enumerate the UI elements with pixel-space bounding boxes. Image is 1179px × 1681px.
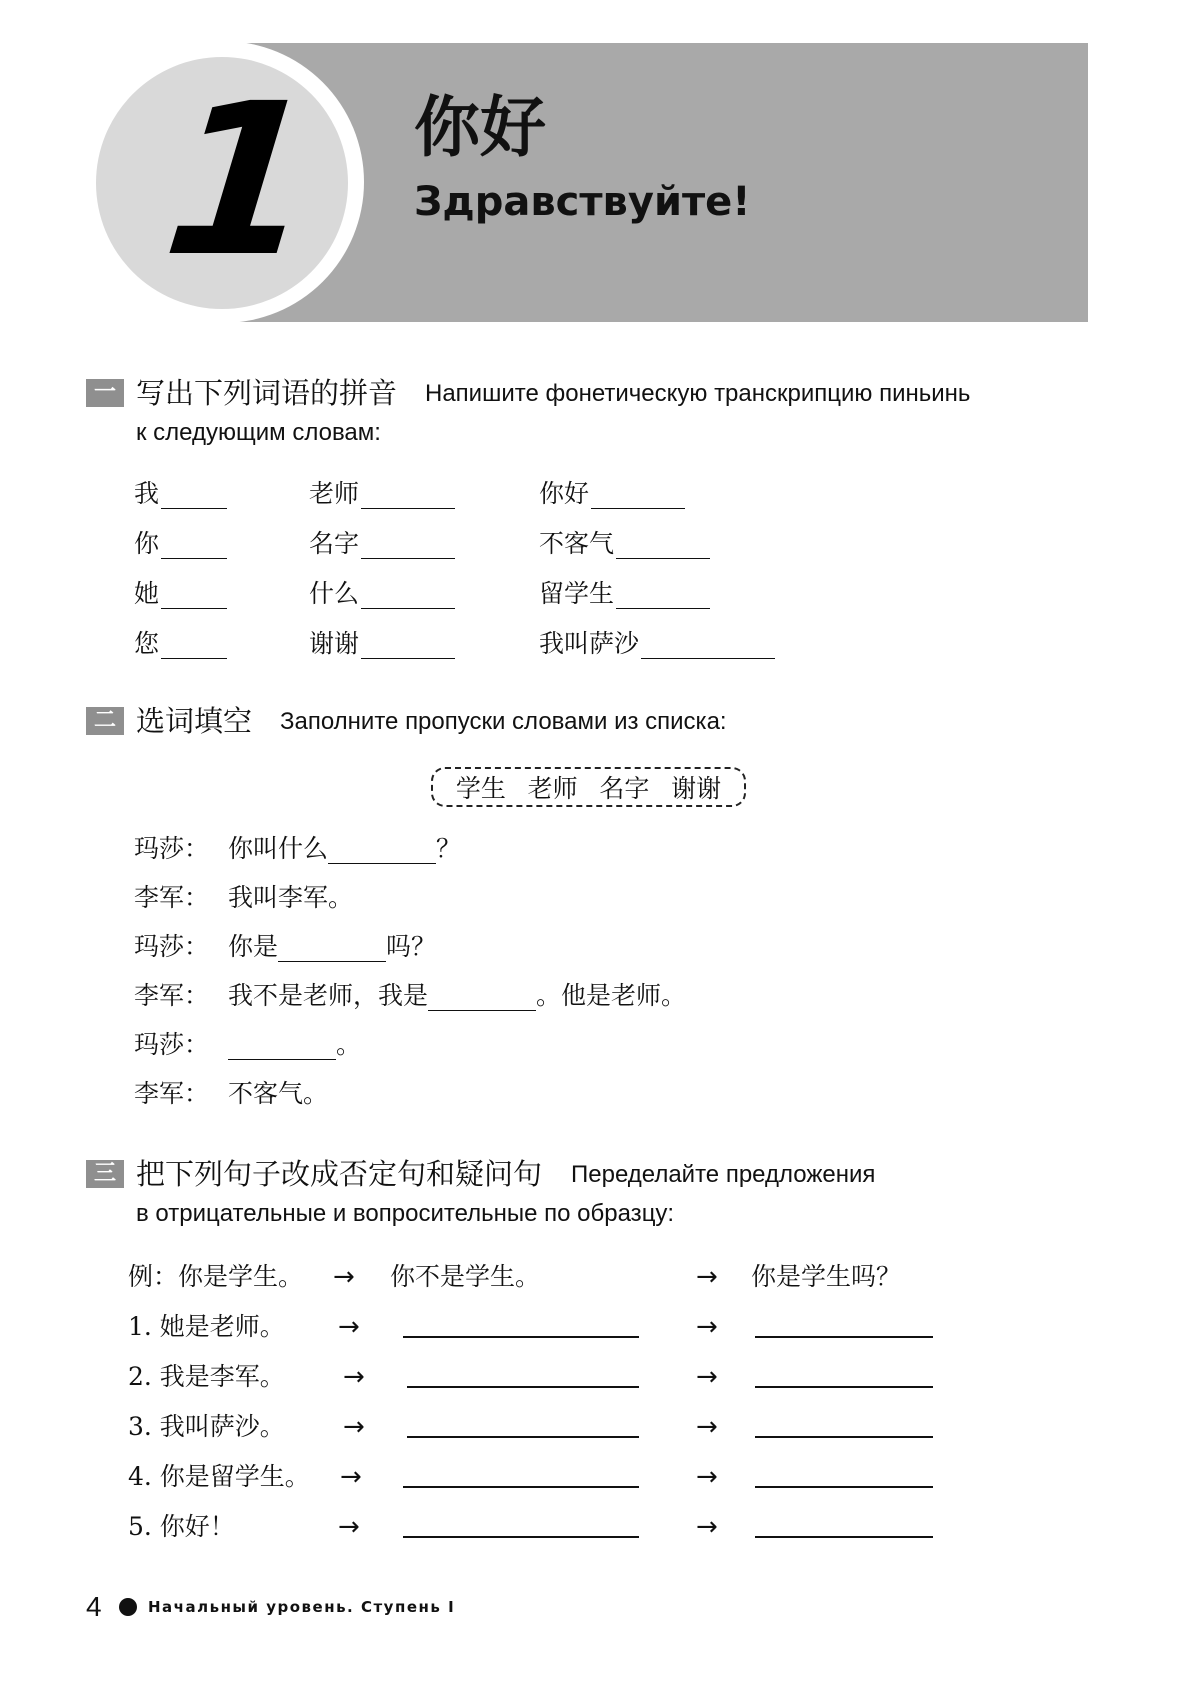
section1-title-cn: 写出下列词语的拼音 [136,376,398,410]
vocab-item [309,629,455,659]
section2-instruction: Заполните пропуски словами из списка: [280,708,727,735]
vocab-word: 老师 [309,479,360,508]
arrow-icon: → [696,1512,718,1542]
fill-blank[interactable] [278,937,386,962]
answer-blank[interactable] [161,634,227,659]
answer-blank[interactable] [616,534,710,559]
section2-marker: 二 [86,707,124,735]
vocab-item [134,479,227,509]
dialogue-text: 不客气。 [228,1079,329,1108]
word-bank-item: 老师 [527,774,578,803]
example-row [128,1262,303,1292]
arrow-icon: → [696,1312,718,1342]
word-bank-item: 名字 [599,774,650,803]
dialogue-line [134,834,461,864]
dialogue-text: 。他是老师。 [536,981,687,1010]
dialogue-text: 我不是老师，我是 [228,981,429,1010]
dialogue-line [134,883,353,913]
answer-blank[interactable] [161,584,227,609]
section1-instruction: Напишите фонетическую транскрипцию пиньинь [425,380,971,407]
question-answer-line[interactable] [755,1336,933,1338]
example-label: 例： [128,1262,179,1291]
section1-marker: 一 [86,379,124,407]
speaker-label: 李军： [134,1079,210,1108]
answer-blank[interactable] [616,584,710,609]
section1-instruction-cont: к следующим словам: [136,419,381,446]
vocab-word: 什么 [309,579,360,608]
lesson-title-ru: Здравствуйте! [414,179,751,225]
dialogue-text: 吗？ [386,932,437,961]
section3-instruction-cont: в отрицательные и вопросительные по образцу: [136,1200,675,1227]
arrow-icon: → [343,1412,365,1442]
dialogue-text: 你叫什么 [228,834,329,863]
vocab-word: 您 [134,629,160,658]
arrow-icon: → [338,1312,360,1342]
speaker-label: 玛莎： [134,1030,210,1059]
word-bank-item: 谢谢 [671,774,722,803]
arrow-icon: → [340,1462,362,1492]
answer-blank[interactable] [591,484,685,509]
fill-blank[interactable] [428,986,536,1011]
example-sentence: 你是学生。 [178,1262,304,1291]
speaker-label: 玛莎： [134,932,210,961]
vocab-word: 我叫萨沙 [539,629,640,658]
vocab-word: 你好 [539,479,590,508]
vocab-item [134,629,227,659]
dialogue-text: 我叫李军。 [228,883,354,912]
vocab-item [309,529,455,559]
bullet-icon [119,1598,137,1616]
arrow-icon: → [696,1262,718,1292]
negative-answer-line[interactable] [407,1436,639,1438]
vocab-item [309,479,455,509]
answer-blank[interactable] [161,484,227,509]
vocab-item [539,529,710,559]
speaker-label: 玛莎： [134,834,210,863]
vocab-word: 谢谢 [309,629,360,658]
dialogue-text: 你是 [228,932,279,961]
exercise-sentence: 2. 我是李军。 [128,1362,285,1391]
fill-blank[interactable] [228,1035,336,1060]
answer-blank[interactable] [641,634,775,659]
answer-blank[interactable] [361,584,455,609]
speaker-label: 李军： [134,883,210,912]
vocab-item [539,479,685,509]
question-answer-line[interactable] [755,1486,933,1488]
exercise-sentence: 4. 你是留学生。 [128,1462,310,1491]
negative-answer-line[interactable] [403,1536,639,1538]
word-bank [431,767,746,807]
negative-answer-line[interactable] [403,1486,639,1488]
word-bank-item: 学生 [455,774,506,803]
answer-blank[interactable] [361,634,455,659]
answer-blank[interactable] [361,484,455,509]
arrow-icon: → [343,1362,365,1392]
example-question: 你是学生吗？ [751,1262,902,1291]
section3-marker: 三 [86,1160,124,1188]
dialogue-line [134,932,436,962]
question-answer-line[interactable] [755,1436,933,1438]
section2-title-cn: 选词填空 [136,704,253,738]
speaker-label: 李军： [134,981,210,1010]
arrow-icon: → [338,1512,360,1542]
book-level: Начальный уровень. Ступень I [148,1598,456,1616]
vocab-item [134,579,227,609]
answer-blank[interactable] [361,534,455,559]
example-negative: 你不是学生。 [390,1262,541,1291]
exercise-sentence: 1. 她是老师。 [128,1312,285,1341]
exercise-sentence: 3. 我叫萨沙。 [128,1412,285,1441]
vocab-word: 留学生 [539,579,615,608]
exercise-sentence: 5. 你好！ [128,1512,235,1541]
dialogue-line [134,981,686,1011]
vocab-item [309,579,455,609]
arrow-icon: → [696,1362,718,1392]
dialogue-text: ？ [436,834,462,863]
negative-answer-line[interactable] [407,1386,639,1388]
vocab-item [134,529,227,559]
section3-instruction: Переделайте предложения [571,1161,876,1188]
section3-title-cn: 把下列句子改成否定句和疑问句 [136,1157,543,1191]
lesson-title-cn: 你好 [414,89,546,166]
answer-blank[interactable] [161,534,227,559]
question-answer-line[interactable] [755,1386,933,1388]
page-number: 4 [86,1591,102,1622]
dialogue-line [134,1030,361,1060]
negative-answer-line[interactable] [403,1336,639,1338]
vocab-word: 不客气 [539,529,615,558]
question-answer-line[interactable] [755,1536,933,1538]
vocab-word: 你 [134,529,160,558]
fill-blank[interactable] [328,839,436,864]
lesson-number: 1 [155,58,328,303]
vocab-item [539,629,775,659]
dialogue-line [134,1079,328,1109]
arrow-icon: → [333,1262,355,1292]
vocab-item [539,579,710,609]
arrow-icon: → [696,1412,718,1442]
arrow-icon: → [696,1462,718,1492]
dialogue-text: 。 [336,1030,362,1059]
vocab-word: 名字 [309,529,360,558]
vocab-word: 我 [134,479,160,508]
vocab-word: 她 [134,579,160,608]
